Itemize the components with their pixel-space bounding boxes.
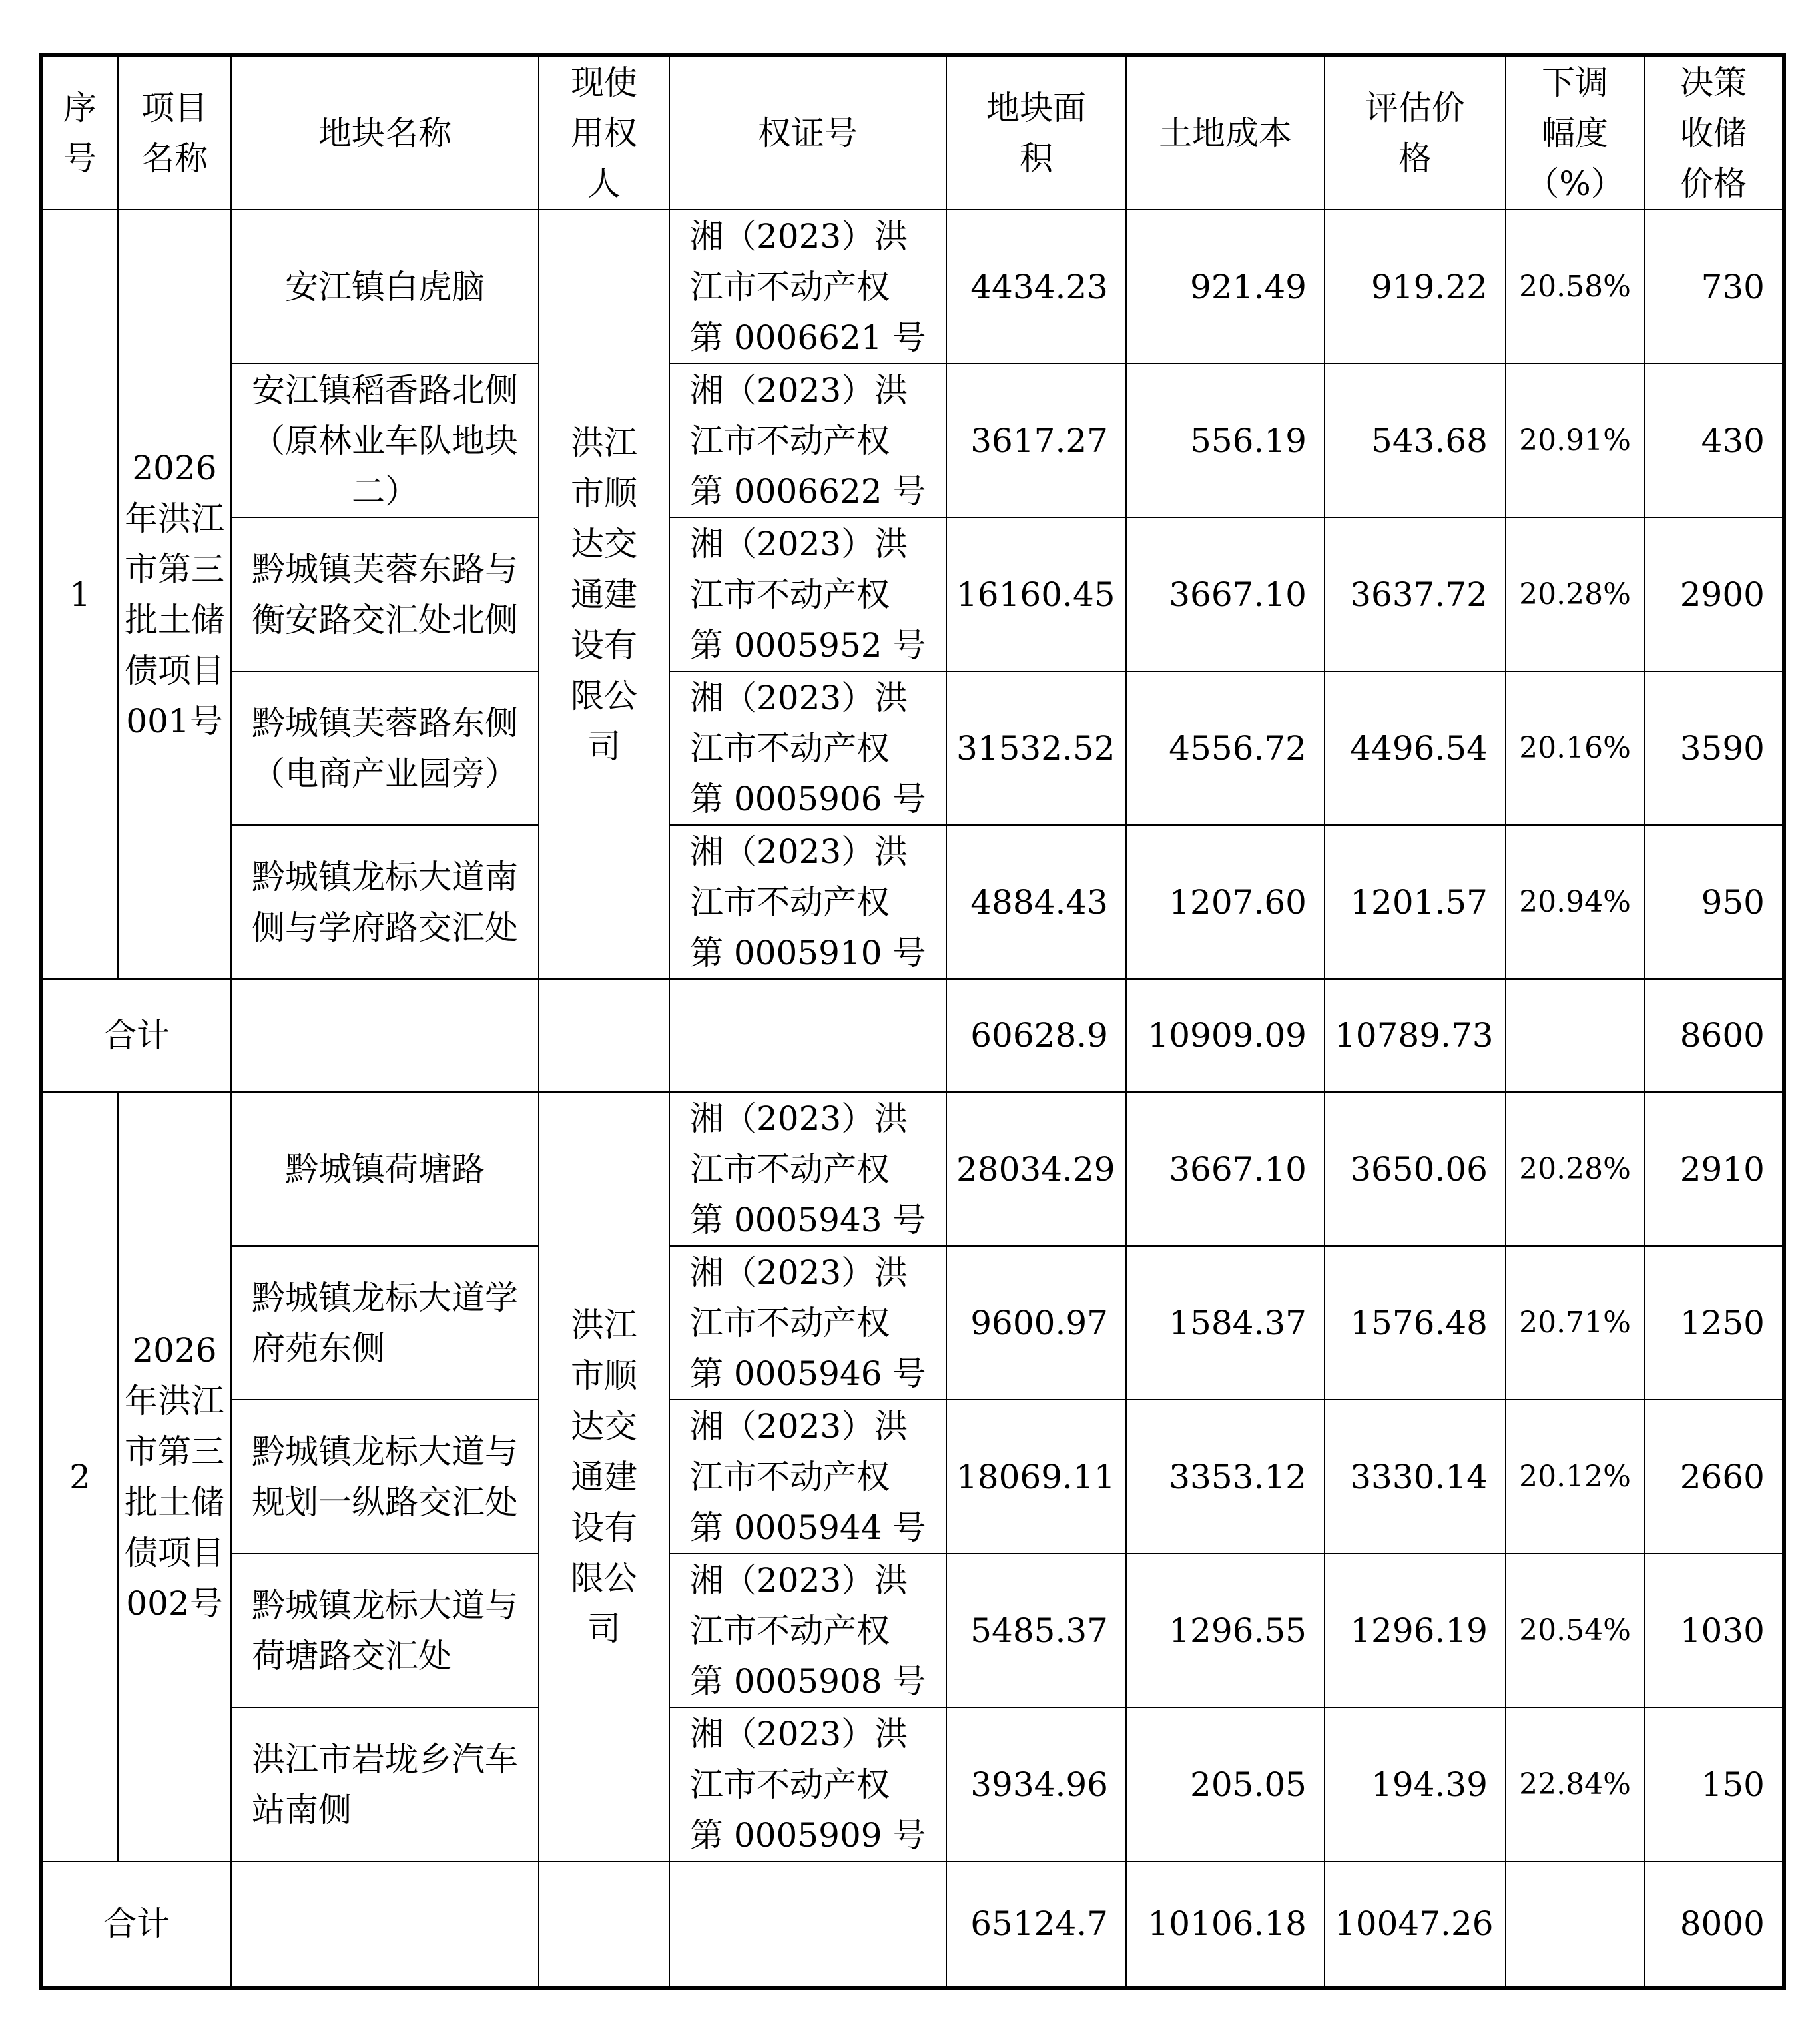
cert-line: 湘（2023）洪: [690, 370, 908, 410]
total-area-cell: 60628.9: [946, 979, 1126, 1092]
header-down: [1506, 55, 1644, 210]
cert-cell: [669, 1554, 946, 1707]
header-lot: 地块名称: [231, 55, 539, 210]
total-row: [41, 979, 1784, 1092]
area-cell: 31532.52: [946, 671, 1126, 825]
header-seq: [41, 55, 118, 210]
cert-cell: [669, 825, 946, 979]
down-cell: 20.94%: [1506, 825, 1644, 979]
table-row: [41, 1092, 1784, 1246]
cert-line: 第 0005943 号: [690, 1200, 926, 1239]
cert-line: 第 0005906 号: [690, 779, 926, 818]
cert-line: 湘（2023）洪: [690, 1560, 908, 1599]
header-project: [118, 55, 231, 210]
header-project-line: 名称: [141, 139, 208, 178]
cert-line: 江市不动产权: [690, 421, 890, 460]
area-cell: 9600.97: [946, 1246, 1126, 1400]
cost-cell: 1584.37: [1126, 1246, 1325, 1400]
header-eval-line: 格: [1398, 139, 1432, 178]
final-cell: 2900: [1644, 517, 1784, 671]
header-final-line: 价格: [1680, 164, 1747, 203]
down-cell: 20.28%: [1506, 1092, 1644, 1246]
cert-line: 江市不动产权: [690, 882, 890, 922]
total-cost-cell: 10106.18: [1126, 1861, 1325, 1988]
header-down-line: （%）: [1526, 164, 1624, 203]
down-cell: 20.54%: [1506, 1554, 1644, 1707]
final-cell: 1030: [1644, 1554, 1784, 1707]
total-cost-cell: 10909.09: [1126, 979, 1325, 1092]
total-label: 合计: [41, 1861, 231, 1988]
lot-name-cell: 黔城镇龙标大道与规划一纵路交汇处: [231, 1400, 539, 1554]
cert-line: 江市不动产权: [690, 728, 890, 768]
cert-line: 第 0005946 号: [690, 1354, 926, 1393]
header-area: [946, 55, 1126, 210]
lot-name-cell: 黔城镇龙标大道与荷塘路交汇处: [231, 1554, 539, 1707]
eval-cell: 1201.57: [1325, 825, 1506, 979]
eval-cell: 543.68: [1325, 364, 1506, 517]
header-down-line: 下调: [1542, 63, 1608, 102]
header-row: [41, 55, 1784, 210]
eval-cell: 919.22: [1325, 210, 1506, 364]
cert-line: 第 0005909 号: [690, 1815, 926, 1855]
table-row: [41, 1246, 1784, 1400]
header-down-line: 幅度: [1542, 114, 1608, 152]
cert-cell: [669, 364, 946, 517]
cert-line: 江市不动产权: [690, 1303, 890, 1342]
down-cell: 22.84%: [1506, 1707, 1644, 1861]
cert-line: 湘（2023）洪: [690, 1714, 908, 1753]
cert-cell: [669, 517, 946, 671]
empty-cell: [231, 1861, 539, 1988]
area-cell: 4884.43: [946, 825, 1126, 979]
cost-cell: 921.49: [1126, 210, 1325, 364]
header-owner-line: 用权: [571, 114, 637, 152]
cert-cell: [669, 1400, 946, 1554]
table-row: [41, 1707, 1784, 1861]
cost-cell: 205.05: [1126, 1707, 1325, 1861]
header-cost: 土地成本: [1126, 55, 1325, 210]
final-cell: 3590: [1644, 671, 1784, 825]
land-reserve-table: [39, 53, 1786, 1990]
final-cell: 730: [1644, 210, 1784, 364]
area-cell: 28034.29: [946, 1092, 1126, 1246]
cert-line: 湘（2023）洪: [690, 216, 908, 256]
cert-line: 湘（2023）洪: [690, 524, 908, 563]
empty-cell: [669, 979, 946, 1092]
cert-line: 湘（2023）洪: [690, 1099, 908, 1138]
down-cell: 20.58%: [1506, 210, 1644, 364]
header-final: [1644, 55, 1784, 210]
area-cell: 3934.96: [946, 1707, 1126, 1861]
empty-cell: [1506, 1861, 1644, 1988]
cost-cell: 1207.60: [1126, 825, 1325, 979]
empty-cell: [231, 979, 539, 1092]
total-area-cell: 65124.7: [946, 1861, 1126, 1988]
lot-name-cell: 黔城镇芙蓉路东侧（电商产业园旁）: [231, 671, 539, 825]
project-name-cell: 2026年洪江市第三批土储债项目001号: [118, 210, 231, 979]
header-seq-line: 序: [63, 89, 97, 127]
lot-name-cell: 黔城镇龙标大道学府苑东侧: [231, 1246, 539, 1400]
cert-line: 江市不动产权: [690, 1611, 890, 1650]
cert-line: 湘（2023）洪: [690, 1406, 908, 1446]
cert-line: 第 0005944 号: [690, 1508, 926, 1547]
cost-cell: 3353.12: [1126, 1400, 1325, 1554]
header-cert: 权证号: [669, 55, 946, 210]
header-area-line: 地块面: [986, 89, 1086, 127]
total-label: 合计: [41, 979, 231, 1092]
eval-cell: 4496.54: [1325, 671, 1506, 825]
eval-cell: 3637.72: [1325, 517, 1506, 671]
header-final-line: 收储: [1680, 114, 1747, 152]
table-row: [41, 517, 1784, 671]
lot-name-cell: 黔城镇龙标大道南侧与学府路交汇处: [231, 825, 539, 979]
cert-line: 第 0006622 号: [690, 471, 926, 511]
total-final-cell: 8600: [1644, 979, 1784, 1092]
table-row: [41, 364, 1784, 517]
header-area-line: 积: [1020, 139, 1053, 178]
final-cell: 430: [1644, 364, 1784, 517]
lot-name-cell: 黔城镇荷塘路: [231, 1092, 539, 1246]
cert-line: 江市不动产权: [690, 1149, 890, 1189]
cert-line: 湘（2023）洪: [690, 678, 908, 717]
down-cell: 20.12%: [1506, 1400, 1644, 1554]
cert-cell: [669, 1246, 946, 1400]
final-cell: 1250: [1644, 1246, 1784, 1400]
table-row: [41, 671, 1784, 825]
cert-cell: [669, 210, 946, 364]
table-row: [41, 1400, 1784, 1554]
header-eval: [1325, 55, 1506, 210]
header-owner-line: 现使: [571, 63, 637, 102]
cert-line: 第 0005910 号: [690, 933, 926, 972]
cert-line: 江市不动产权: [690, 1457, 890, 1496]
eval-cell: 1296.19: [1325, 1554, 1506, 1707]
cert-line: 第 0005908 号: [690, 1661, 926, 1701]
header-project-line: 项目: [141, 89, 208, 127]
cert-line: 第 0006621 号: [690, 318, 926, 357]
cost-cell: 3667.10: [1126, 1092, 1325, 1246]
table-row: [41, 210, 1784, 364]
lot-name-cell: 洪江市岩垅乡汽车站南侧: [231, 1707, 539, 1861]
header-owner-line: 人: [587, 164, 621, 203]
cert-line: 江市不动产权: [690, 575, 890, 614]
cert-cell: [669, 1092, 946, 1246]
area-cell: 3617.27: [946, 364, 1126, 517]
final-cell: 2910: [1644, 1092, 1784, 1246]
owner-cell: 洪江市顺达交通建设有限公司: [539, 210, 669, 979]
area-cell: 4434.23: [946, 210, 1126, 364]
down-cell: 20.91%: [1506, 364, 1644, 517]
seq-cell: 1: [41, 210, 118, 979]
eval-cell: 1576.48: [1325, 1246, 1506, 1400]
cert-line: 第 0005952 号: [690, 625, 926, 665]
seq-cell: 2: [41, 1092, 118, 1861]
down-cell: 20.71%: [1506, 1246, 1644, 1400]
table-row: [41, 1554, 1784, 1707]
eval-cell: 194.39: [1325, 1707, 1506, 1861]
cert-cell: [669, 671, 946, 825]
lot-name-cell: 安江镇稻香路北侧（原林业车队地块二）: [231, 364, 539, 517]
header-owner: [539, 55, 669, 210]
cost-cell: 4556.72: [1126, 671, 1325, 825]
lot-name-cell: 黔城镇芙蓉东路与衡安路交汇处北侧: [231, 517, 539, 671]
table-row: [41, 825, 1784, 979]
cost-cell: 3667.10: [1126, 517, 1325, 671]
final-cell: 2660: [1644, 1400, 1784, 1554]
down-cell: 20.28%: [1506, 517, 1644, 671]
final-cell: 150: [1644, 1707, 1784, 1861]
cert-line: 江市不动产权: [690, 267, 890, 306]
empty-cell: [539, 979, 669, 1092]
project-name-cell: 2026年洪江市第三批土储债项目002号: [118, 1092, 231, 1861]
empty-cell: [669, 1861, 946, 1988]
header-final-line: 决策: [1680, 63, 1747, 102]
eval-cell: 3330.14: [1325, 1400, 1506, 1554]
eval-cell: 3650.06: [1325, 1092, 1506, 1246]
empty-cell: [539, 1861, 669, 1988]
empty-cell: [1506, 979, 1644, 1092]
header-eval-line: 评估价: [1365, 89, 1465, 127]
lot-name-cell: 安江镇白虎脑: [231, 210, 539, 364]
total-eval-cell: 10789.73: [1325, 979, 1506, 1092]
header-seq-line: 号: [63, 139, 97, 178]
down-cell: 20.16%: [1506, 671, 1644, 825]
final-cell: 950: [1644, 825, 1784, 979]
cert-line: 江市不动产权: [690, 1765, 890, 1804]
total-row: [41, 1861, 1784, 1988]
area-cell: 16160.45: [946, 517, 1126, 671]
area-cell: 5485.37: [946, 1554, 1126, 1707]
total-final-cell: 8000: [1644, 1861, 1784, 1988]
cert-line: 湘（2023）洪: [690, 1253, 908, 1292]
area-cell: 18069.11: [946, 1400, 1126, 1554]
cost-cell: 1296.55: [1126, 1554, 1325, 1707]
cost-cell: 556.19: [1126, 364, 1325, 517]
total-eval-cell: 10047.26: [1325, 1861, 1506, 1988]
owner-cell: 洪江市顺达交通建设有限公司: [539, 1092, 669, 1861]
cert-cell: [669, 1707, 946, 1861]
cert-line: 湘（2023）洪: [690, 832, 908, 871]
